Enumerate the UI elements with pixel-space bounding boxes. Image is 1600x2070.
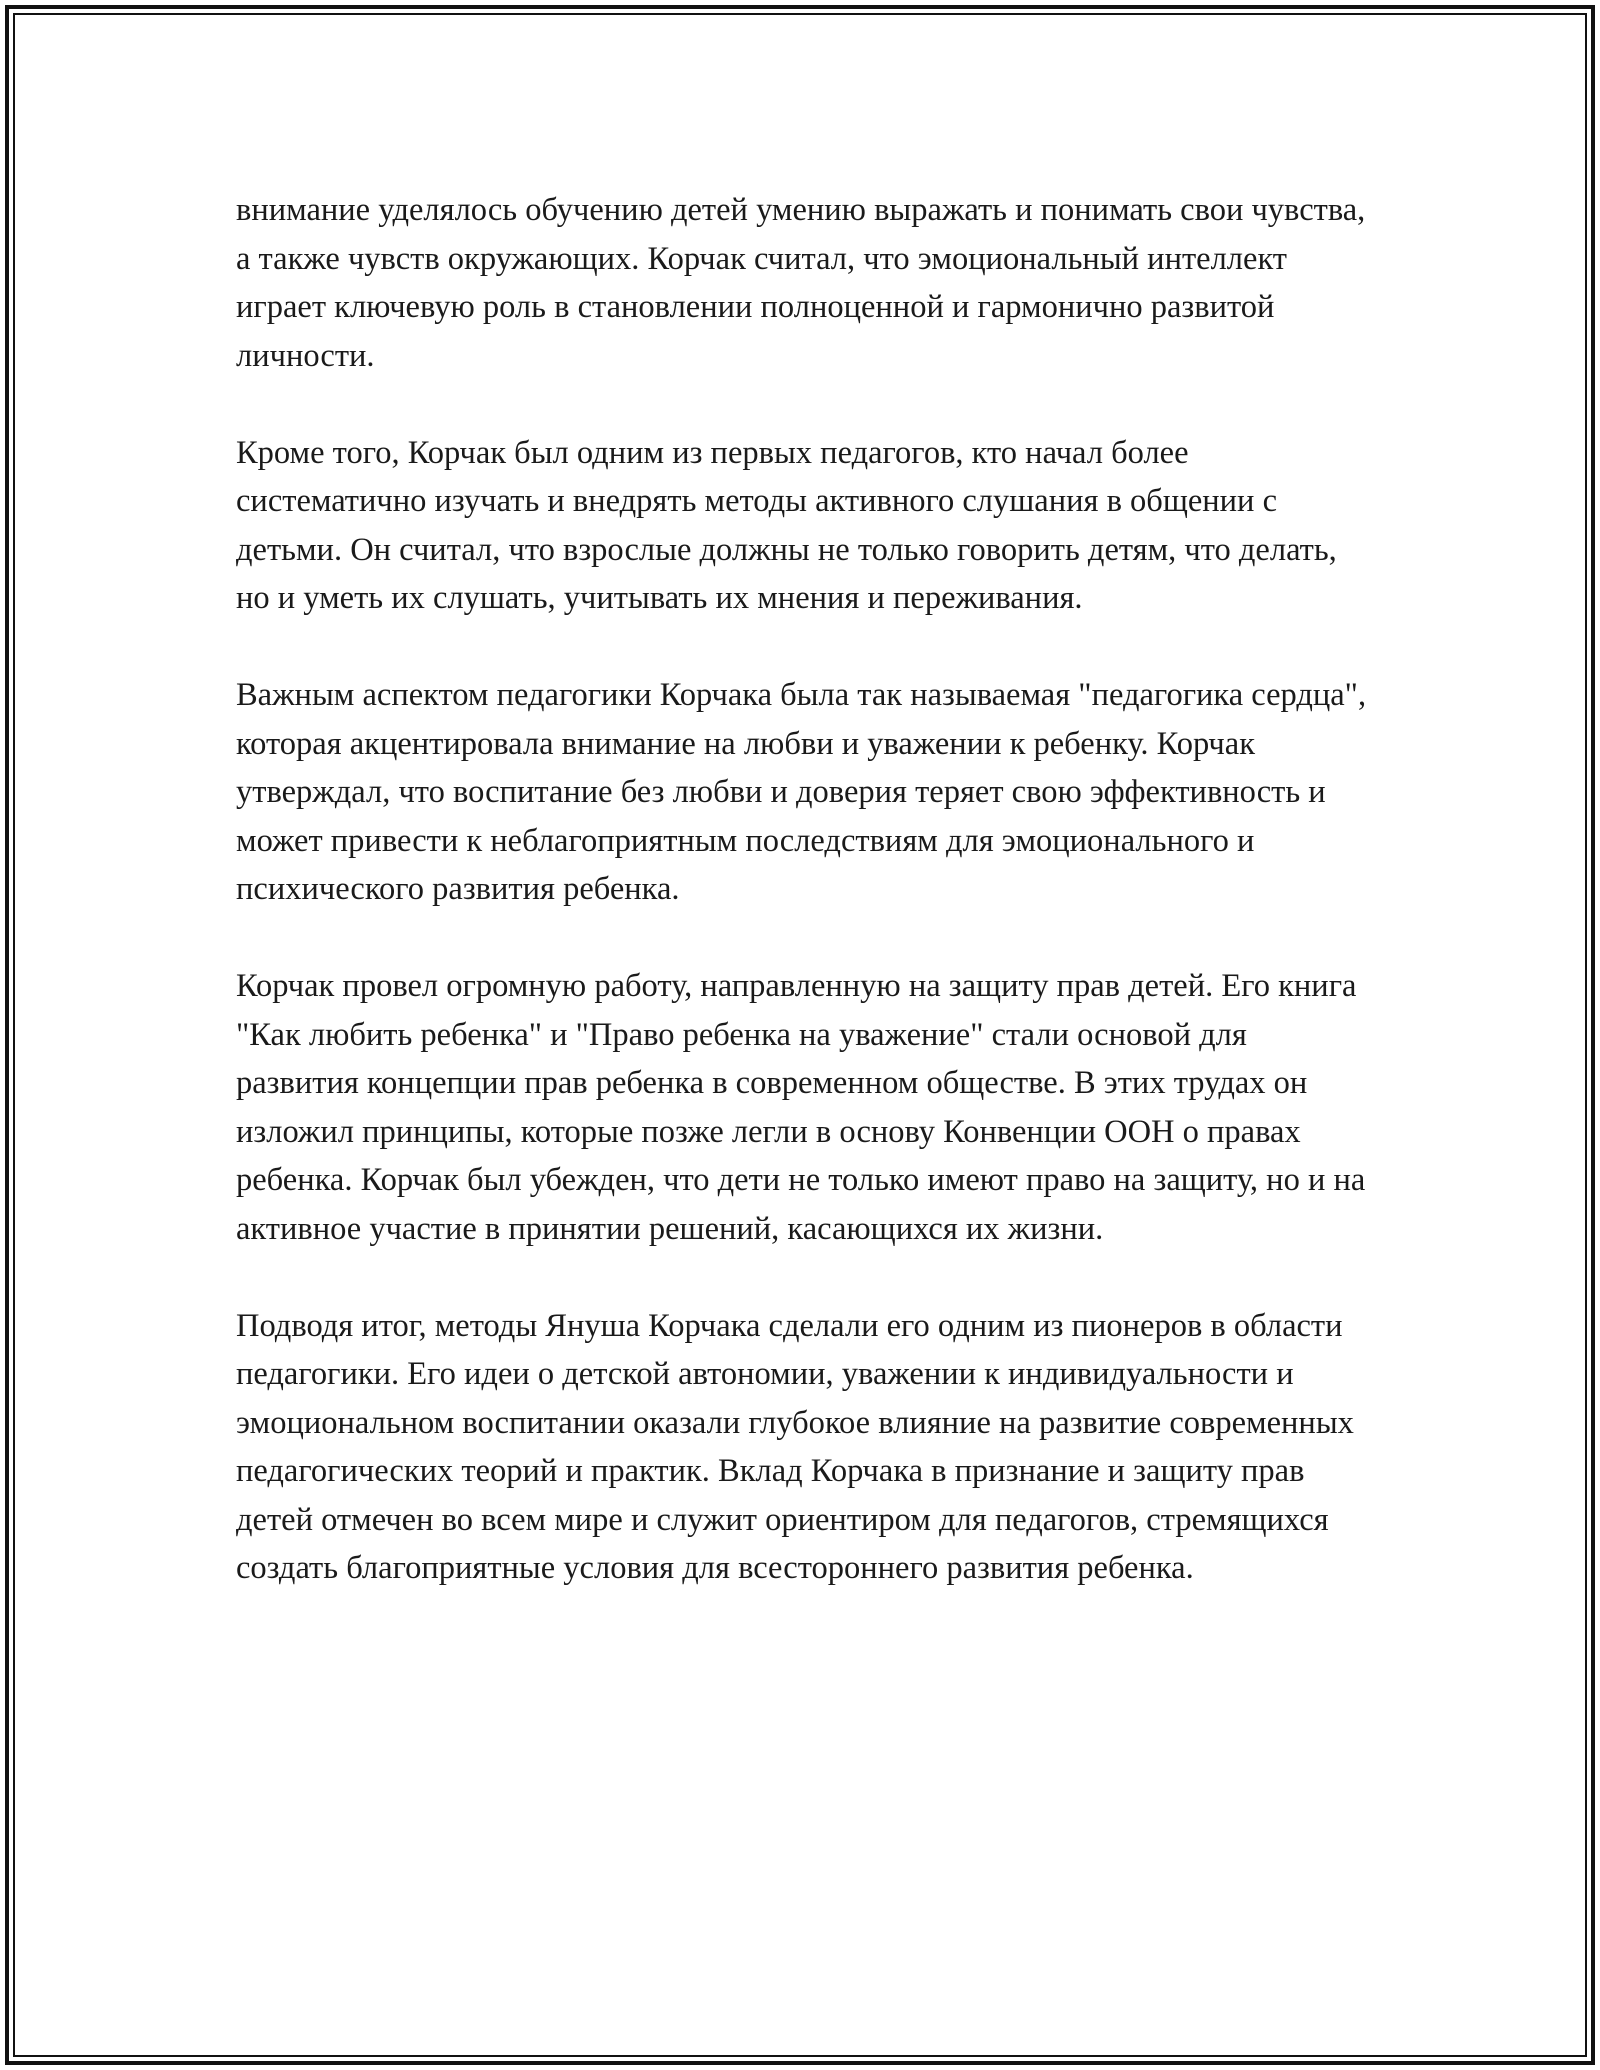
document-body (236, 186, 1376, 1641)
paragraph-2: Кроме того, Корчак был одним из первых педагогов, кто начал более систематично изучать и внедрять методы активного слушания в общении с детьми. Он считал, что взрослые должны не только говорить детям, что делать, но и уметь их слушать, учитывать их мнения и переживания. (236, 434, 1337, 616)
paragraph-1: внимание уделялось обучению детей умению выражать и понимать свои чувства, а также чувств окружающих. Корчак считал, что эмоциональный интеллект играет ключевую роль в становлении полноценной и гармонично развитой личности. (236, 192, 1366, 374)
paragraph-5: Подводя итог, методы Януша Корчака сделали его одним из пионеров в области педагогики. Его идеи о детской автономии, уважении к индивидуальности и эмоциональном воспитании оказали глубокое влияние на развитие современных педагогических теорий и практик. Вклад Корчака в признание и защиту прав детей отмечен во всем мире и служит ориентиром для педагогов, стремящихся создать благоприятные условия для всестороннего развития ребенка. (236, 1307, 1354, 1586)
paragraph-3: Важным аспектом педагогики Корчака была так называемая "педагогика сердца", которая акцентировала внимание на любви и уважении к ребенку. Корчак утверждал, что воспитание без любви и доверия теряет свою эффективность и может привести к неблагоприятным последствиям для эмоционального и психического развития ребенка. (236, 677, 1367, 907)
paragraph-4: Корчак провел огромную работу, направленную на защиту прав детей. Его книга "Как любить ребенка" и "Право ребенка на уважение" стали основой для развития концепции прав ребенка в современном обществе. В этих трудах он изложил принципы, которые позже легли в основу Конвенции ООН о правах ребенка. Корчак был убежден, что дети не только имеют право на защиту, но и на активное участие в принятии решений, касающихся их жизни. (236, 968, 1366, 1247)
